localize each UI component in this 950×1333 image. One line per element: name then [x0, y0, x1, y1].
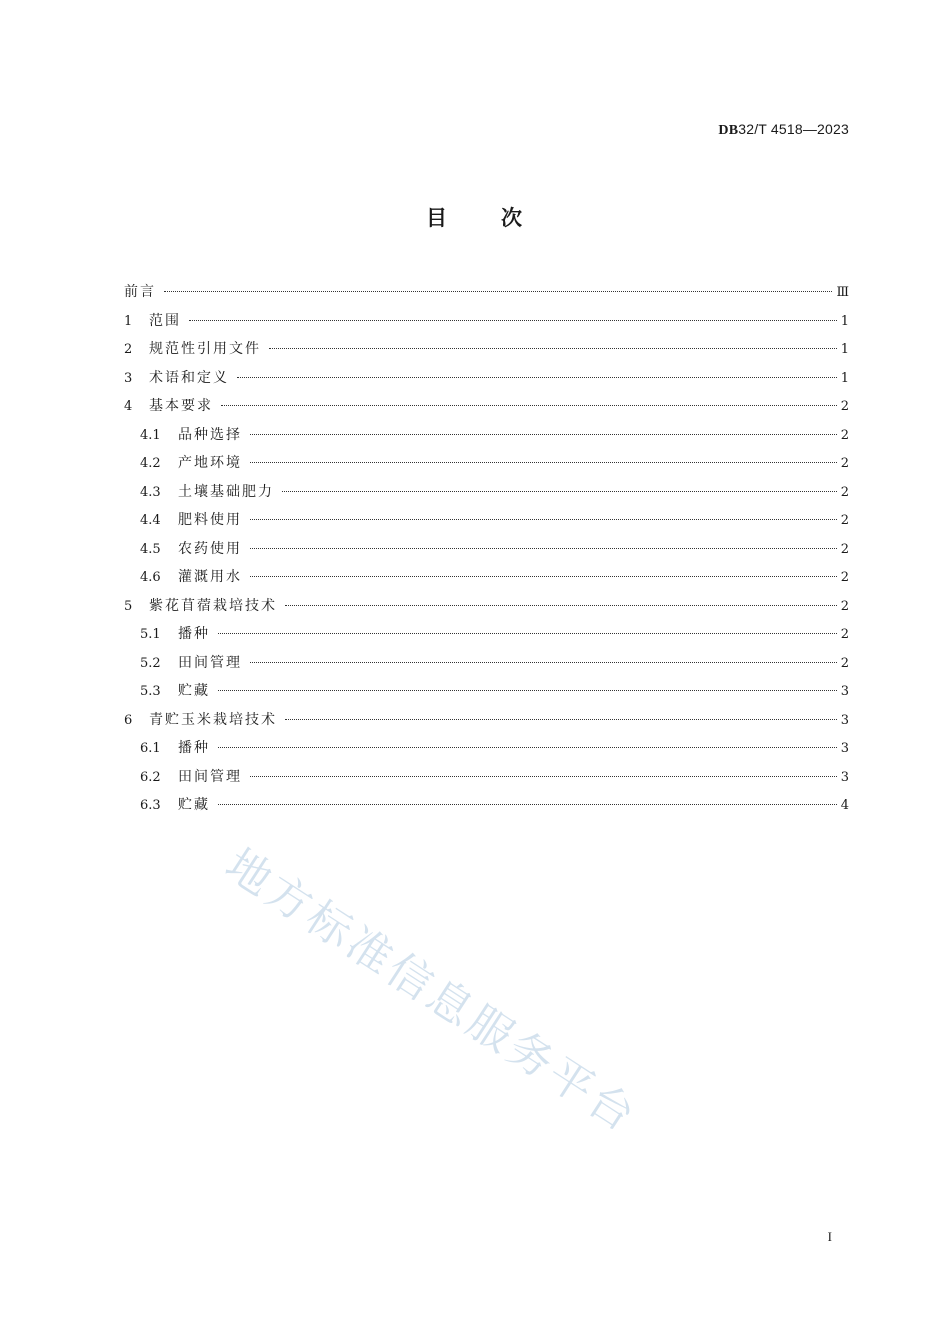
toc-dot-leader	[250, 662, 837, 663]
toc-entry[interactable]	[124, 478, 849, 507]
table-of-contents	[124, 278, 849, 820]
toc-dot-leader	[237, 377, 837, 378]
page-title	[0, 202, 950, 232]
standard-code	[718, 121, 849, 139]
toc-entry-label: 播种	[178, 626, 210, 642]
toc-entry-label: 土壤基础肥力	[178, 483, 274, 500]
toc-entry-number: 6.3	[140, 798, 161, 813]
toc-entry[interactable]	[124, 791, 849, 820]
toc-dot-leader	[285, 719, 837, 720]
standard-code-prefix: DB	[718, 123, 739, 138]
toc-entry-page: 2	[840, 627, 849, 642]
standard-code-number: 32/T 4518—2023	[738, 121, 849, 137]
toc-entry-page: 2	[840, 427, 849, 443]
toc-entry[interactable]	[124, 392, 849, 421]
toc-entry[interactable]	[124, 763, 849, 792]
toc-entry[interactable]	[124, 592, 849, 621]
toc-entry[interactable]	[124, 506, 849, 535]
toc-dot-leader	[285, 605, 837, 606]
watermark: 地方标准信息服务平台	[216, 839, 647, 1144]
toc-entry-label: 田间管理	[178, 768, 242, 785]
toc-entry-label: 灌溉用水	[178, 569, 242, 585]
toc-entry-label: 农药使用	[178, 540, 242, 557]
toc-dot-leader	[282, 491, 837, 492]
toc-entry-page: 3	[840, 684, 849, 699]
toc-dot-leader	[250, 548, 837, 549]
toc-entry-number: 5	[124, 598, 133, 614]
toc-dot-leader	[250, 776, 837, 777]
toc-dot-leader	[189, 320, 837, 321]
toc-entry-label: 规范性引用文件	[149, 341, 261, 357]
toc-entry-label: 播种	[178, 740, 210, 756]
toc-entry-number: 4.1	[140, 427, 161, 443]
toc-dot-leader	[250, 434, 837, 435]
toc-entry[interactable]	[124, 620, 849, 649]
toc-entry-number: 6.1	[140, 741, 161, 756]
toc-entry-number: 6.2	[140, 769, 161, 785]
toc-entry-page: 4	[840, 798, 849, 813]
toc-entry-label: 品种选择	[178, 426, 242, 443]
toc-entry[interactable]	[124, 449, 849, 478]
toc-entry-page: 1	[840, 313, 849, 329]
toc-entry-label: 前言	[124, 284, 156, 300]
toc-entry[interactable]	[124, 563, 849, 592]
toc-entry[interactable]	[124, 335, 849, 364]
toc-entry-label: 范围	[149, 312, 181, 329]
toc-entry-page: 2	[840, 513, 849, 528]
toc-entry-page: 1	[840, 342, 849, 357]
toc-entry-page: 1	[840, 370, 849, 386]
toc-entry-label: 基本要求	[149, 398, 213, 414]
toc-dot-leader	[218, 804, 837, 805]
toc-entry-label: 产地环境	[178, 455, 242, 471]
toc-entry[interactable]	[124, 364, 849, 393]
toc-entry-number: 3	[124, 370, 133, 386]
toc-entry-label: 术语和定义	[149, 369, 229, 386]
toc-entry-page: 2	[840, 399, 849, 414]
toc-entry-number: 5.1	[140, 627, 161, 642]
toc-entry-page: 2	[840, 570, 849, 585]
toc-entry-number: 1	[124, 313, 133, 329]
page-number: I	[827, 1229, 832, 1244]
toc-entry-page: 2	[840, 456, 849, 471]
toc-entry-number: 4.5	[140, 541, 161, 557]
toc-entry[interactable]	[124, 535, 849, 564]
toc-dot-leader	[250, 462, 837, 463]
toc-entry-page: 2	[840, 598, 849, 614]
toc-entry-page: Ⅲ	[836, 285, 849, 300]
toc-entry[interactable]	[124, 649, 849, 678]
toc-entry-label: 肥料使用	[178, 512, 242, 528]
toc-entry-page: 2	[840, 541, 849, 557]
toc-entry-label: 贮藏	[178, 683, 210, 699]
toc-entry[interactable]	[124, 677, 849, 706]
toc-entry-number: 4	[124, 399, 133, 414]
toc-dot-leader	[269, 348, 837, 349]
toc-dot-leader	[218, 747, 837, 748]
toc-entry-number: 5.3	[140, 684, 161, 699]
toc-entry-label: 紫花苜蓿栽培技术	[149, 597, 277, 614]
toc-entry-label: 贮藏	[178, 797, 210, 813]
toc-entry-number: 4.2	[140, 456, 161, 471]
toc-dot-leader	[218, 633, 837, 634]
toc-entry[interactable]	[124, 307, 849, 336]
toc-entry-number: 4.6	[140, 570, 161, 585]
page-title-char-1: 目	[426, 206, 449, 230]
toc-dot-leader	[164, 291, 832, 292]
toc-entry-page: 2	[840, 484, 849, 500]
toc-entry-page: 3	[840, 712, 849, 728]
toc-dot-leader	[250, 519, 837, 520]
toc-dot-leader	[250, 576, 837, 577]
toc-entry-number: 4.3	[140, 484, 161, 500]
toc-dot-leader	[221, 405, 837, 406]
toc-entry-label: 青贮玉米栽培技术	[149, 711, 277, 728]
toc-dot-leader	[218, 690, 837, 691]
toc-entry[interactable]	[124, 421, 849, 450]
toc-entry[interactable]	[124, 734, 849, 763]
toc-entry-page: 2	[840, 655, 849, 671]
toc-entry-page: 3	[840, 741, 849, 756]
toc-entry-number: 5.2	[140, 655, 161, 671]
toc-entry-page: 3	[840, 769, 849, 785]
toc-entry-number: 4.4	[140, 513, 161, 528]
toc-entry-number: 2	[124, 342, 133, 357]
page-title-char-2: 次	[501, 206, 524, 230]
toc-entry-number: 6	[124, 712, 133, 728]
toc-entry-label: 田间管理	[178, 654, 242, 671]
toc-entry[interactable]	[124, 706, 849, 735]
toc-entry[interactable]	[124, 278, 849, 307]
